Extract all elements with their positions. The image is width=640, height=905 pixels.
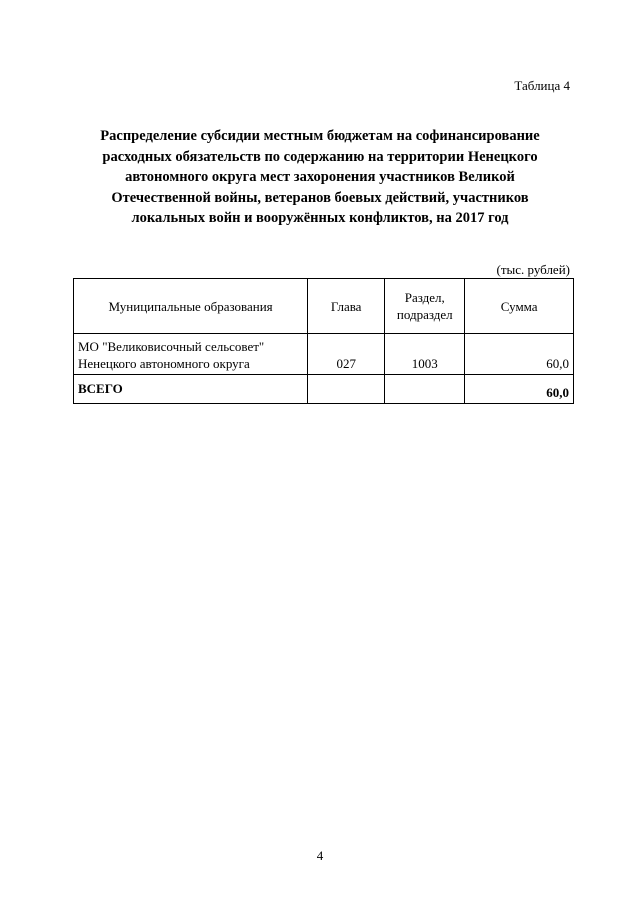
table-total-row: [74, 375, 574, 404]
header-razdel: [385, 279, 465, 334]
subsidy-table: [73, 278, 574, 404]
table-row: [74, 334, 574, 375]
total-sum: 60,0: [465, 375, 574, 404]
title-line: расходных обязательств по содержанию на территории Ненецкого: [102, 148, 538, 165]
cell-razdel: 1003: [385, 334, 465, 375]
header-razdel-line2: подраздел: [396, 307, 453, 322]
cell-sum: 60,0: [465, 334, 574, 375]
total-razdel-empty: [385, 375, 465, 404]
units-label: (тыс. рублей): [496, 262, 570, 277]
document-title: [70, 126, 570, 229]
header-sum: Сумма: [465, 279, 574, 334]
cell-municipality: [74, 334, 308, 375]
municipality-line2: Ненецкого автономного округа: [78, 356, 250, 371]
header-municipalities: Муниципальные образования: [74, 279, 308, 334]
title-line: Отечественной войны, ветеранов боевых действий, участников: [111, 189, 529, 206]
title-line: автономного округа мест захоронения участников Великой: [125, 169, 515, 185]
page-number: 4: [316, 848, 324, 863]
title-line: Распределение субсидии местным бюджетам на софинансирование: [100, 128, 540, 144]
header-razdel-line1: Раздел,: [404, 290, 445, 305]
municipality-line1: МО "Великовисочный сельсовет": [78, 339, 265, 354]
table-header-row: [74, 279, 574, 334]
title-line: локальных войн и вооружённых конфликтов, на 2017 год: [131, 210, 509, 226]
total-label: ВСЕГО: [74, 375, 308, 404]
cell-glava: 027: [308, 334, 385, 375]
total-glava-empty: [308, 375, 385, 404]
header-glava: Глава: [308, 279, 385, 334]
table-number: Таблица 4: [514, 78, 570, 93]
